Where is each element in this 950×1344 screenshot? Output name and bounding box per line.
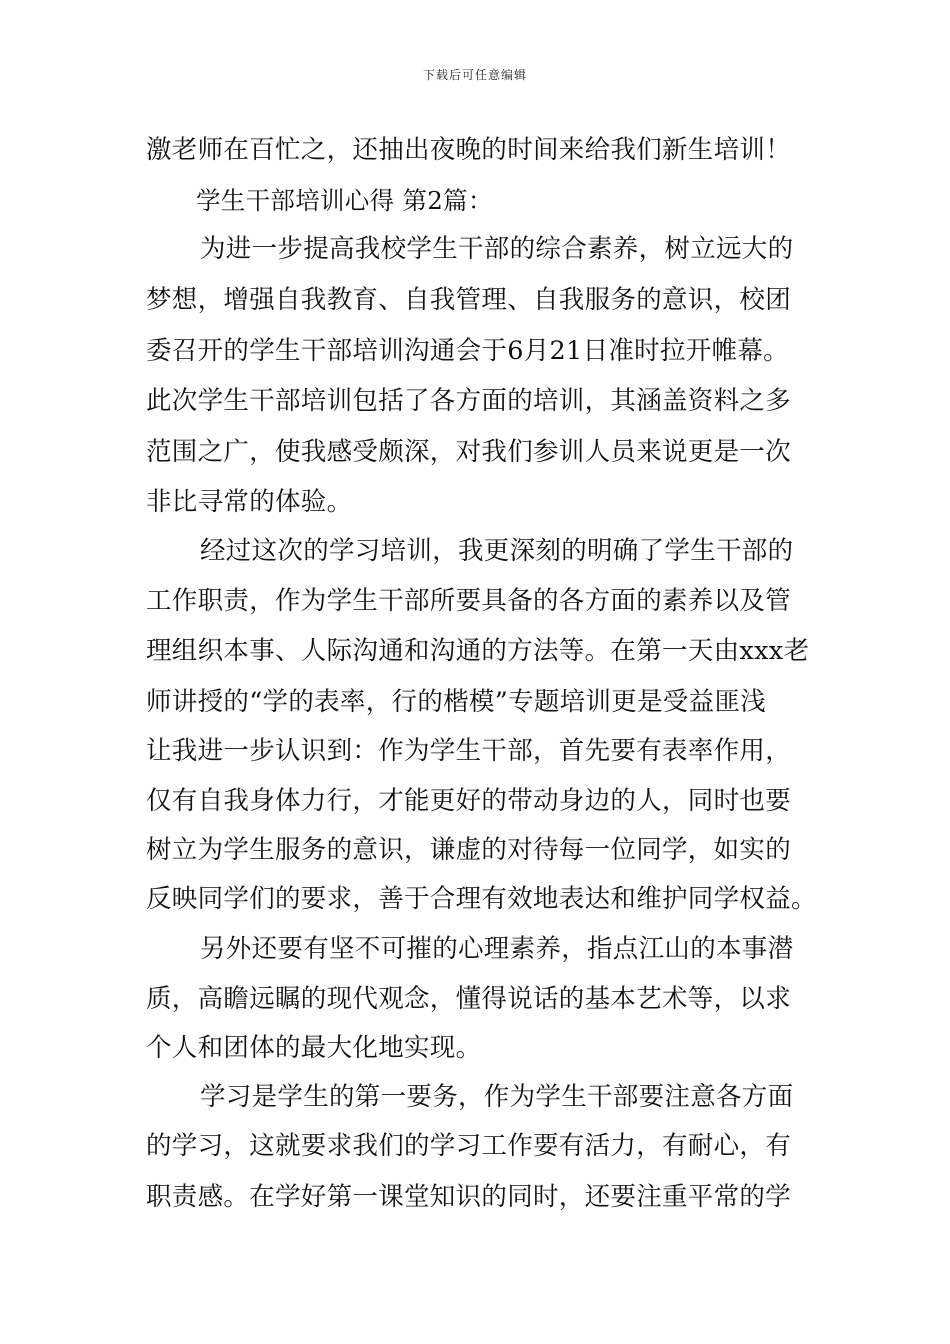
text-line: 另外还要有坚不可摧的心理素养，指点江山的本事潜 [200, 934, 794, 964]
text-line: 学习是学生的第一要务，作为学生干部要注意各方面 [200, 1082, 794, 1112]
text-line: 激老师在百忙之，还抽出夜晚的时间来给我们新生培训！ [146, 135, 792, 165]
text-line: 反映同学们的要求，善于合理有效地表达和维护同学权益。 [146, 884, 817, 914]
text-line: 此次学生干部培训包括了各方面的培训，其涵盖资料之多 [146, 386, 792, 416]
text-line: 工作职责，作为学生干部所要具备的各方面的素养以及管 [146, 586, 792, 616]
text-line: 让我进一步认识到：作为学生干部，首先要有表率作用， [146, 736, 792, 766]
page-header: 下载后可任意编辑 [422, 68, 527, 82]
text-line: 范围之广，使我感受颇深，对我们参训人员来说更是一次 [146, 437, 792, 467]
text-line: 仅有自我身体力行，才能更好的带动身边的人，同时也要 [146, 786, 792, 816]
text-line: 为进一步提高我校学生干部的综合素养，树立远大的 [200, 234, 794, 264]
text-line: 梦想，增强自我教育、自我管理、自我服务的意识，校团 [146, 285, 792, 315]
text-line: 树立为学生服务的意识，谦虚的对待每一位同学，如实的 [146, 835, 792, 865]
text-line: 经过这次的学习培训，我更深刻的明确了学生干部的 [200, 536, 794, 566]
text-line: 理组织本事、人际沟通和沟通的方法等。在第一天由xxx老 [146, 636, 810, 666]
text-line: 的学习，这就要求我们的学习工作要有活力，有耐心，有 [146, 1131, 792, 1161]
text-line: 委召开的学生干部培训沟通会于6月21日准时拉开帷幕。 [146, 336, 789, 366]
text-line: 个人和团体的最大化地实现。 [146, 1033, 482, 1063]
text-line: 质，高瞻远瞩的现代观念，懂得说话的基本艺术等，以求 [146, 984, 792, 1014]
text-line: 师讲授的“学的表率，行的楷模”专题培训更是受益匪浅 [146, 687, 767, 717]
section-heading: 学生干部培训心得 第2篇： [196, 186, 493, 215]
text-line: 非比寻常的体验。 [146, 487, 353, 517]
text-line: 职责感。在学好第一课堂知识的同时，还要注重平常的学 [146, 1182, 792, 1212]
